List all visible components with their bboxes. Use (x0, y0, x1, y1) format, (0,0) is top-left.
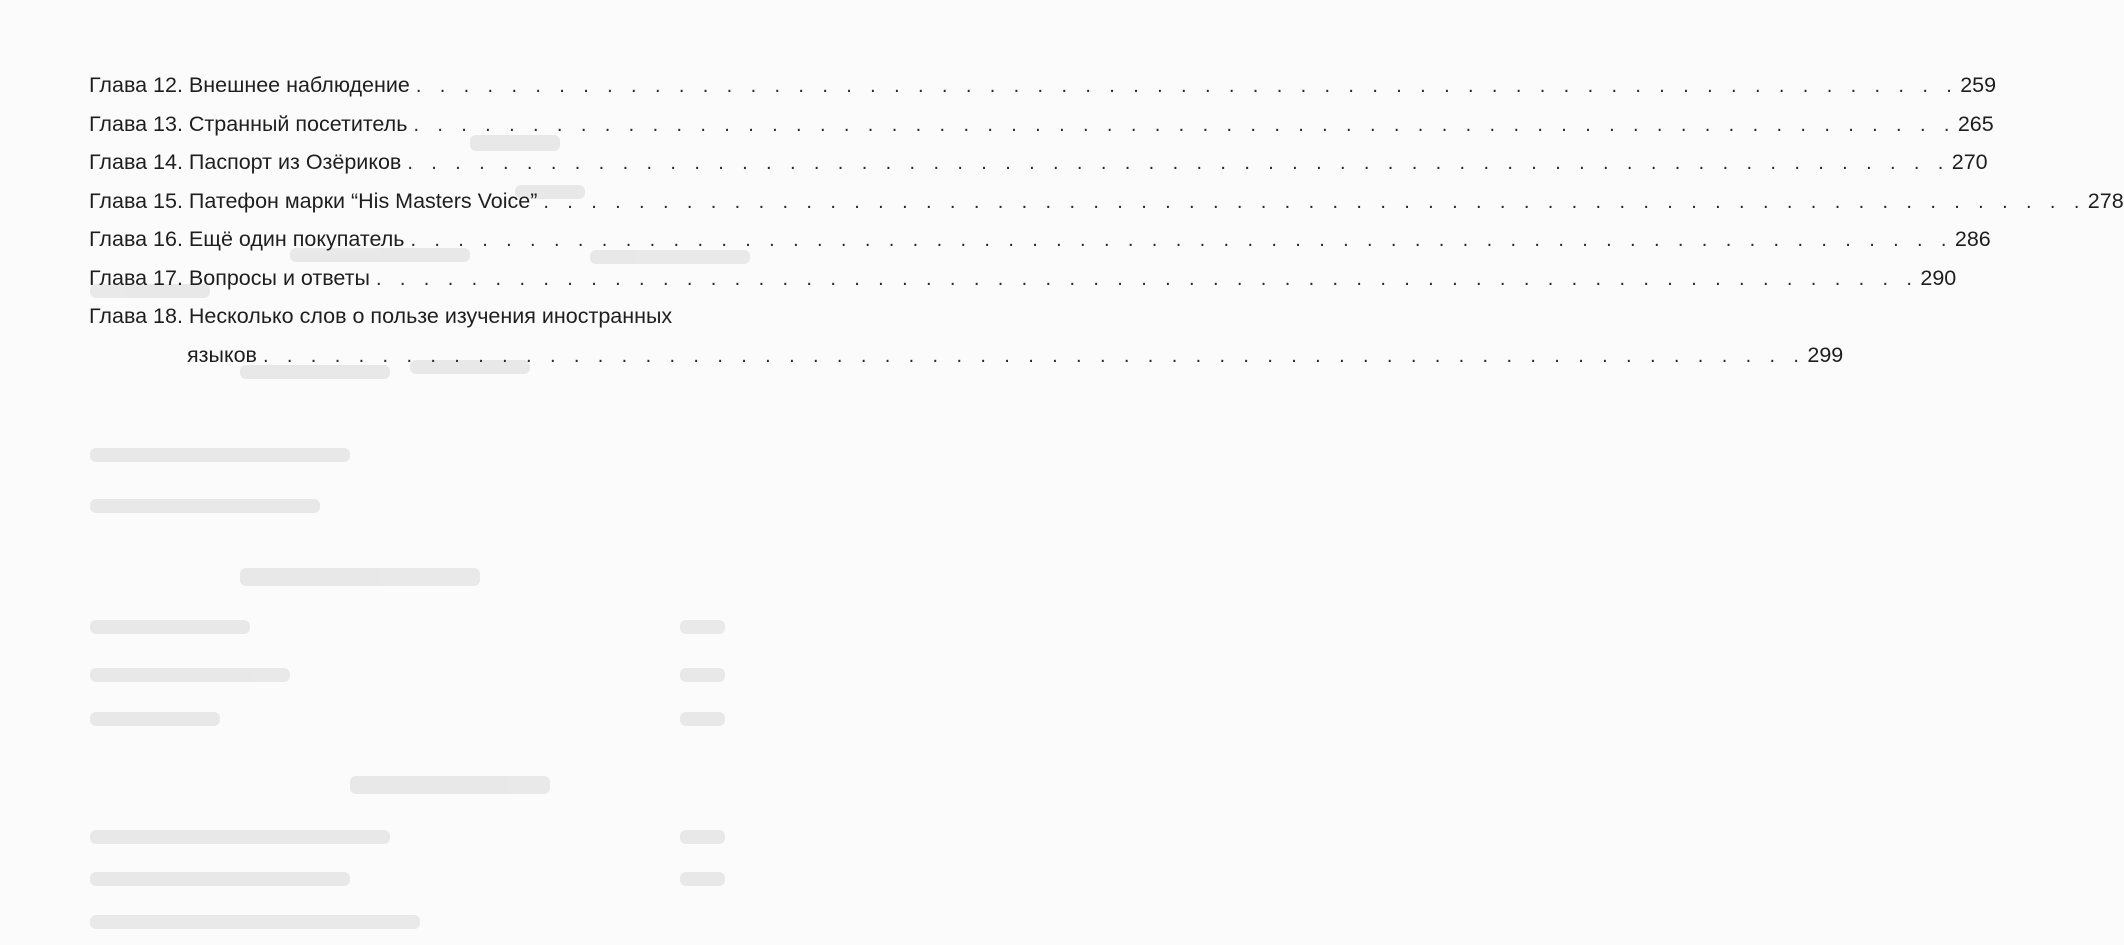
dot-leader: . . . . . . . . . . . . . . . . . . . . . . . . . . . . . . . . . . . . . . . . . . . . . . . . . . . . . . . . . . . . . . . . . (543, 190, 2086, 213)
toc-entry-title: Глава 16. Ещё один покупатель (89, 227, 405, 251)
dot-leader: . . . . . . . . . . . . . . . . . . . . . . . . . . . . . . . . . . . . . . . . . . . . . . . . . . . . . . . . . . . . . . . . . (262, 344, 1806, 367)
toc-entry-title: Глава 18. Несколько слов о пользе изучения иностранных (89, 304, 673, 328)
toc-entry-title: Глава 14. Паспорт из Озёриков (89, 150, 402, 174)
toc-entry-page-number: 265 (1957, 111, 1994, 136)
toc-entry-chapter-18-continuation[interactable] (89, 336, 1844, 375)
dot-leader: . . . . . . . . . . . . . . . . . . . . . . . . . . . . . . . . . . . . . . . . . . . . . . . . . . . . . . . . . . . . . . . . . (410, 229, 1953, 251)
toc-entry-page-number: 290 (1920, 265, 1957, 290)
dot-leader: . . . . . . . . . . . . . . . . . . . . . . . . . . . . . . . . . . . . . . . . . . . . . . . . . . . . . . . . . . . . . . . . . (407, 152, 1950, 174)
table-of-contents (89, 66, 2124, 374)
toc-entry-title-continuation: языков (187, 342, 257, 367)
toc-entry-title: Глава 13. Странный посетитель (89, 111, 408, 136)
toc-entry-chapter-17[interactable] (89, 259, 1957, 298)
toc-entry-title: Глава 17. Вопросы и ответы (89, 265, 370, 290)
toc-entry-chapter-18[interactable] (89, 297, 779, 336)
toc-entry-page-number: 259 (1960, 73, 1997, 97)
dot-leader: . . . . . . . . . . . . . . . . . . . . . . . . . . . . . . . . . . . . . . . . . . . . . . . . . . . . . . . . . . . . . . . . . (415, 75, 1959, 97)
toc-entry-title: Глава 15. Патефон марки “His Masters Voice” (89, 188, 538, 213)
toc-entry-chapter-12[interactable] (89, 66, 1997, 105)
dot-leader: . . . . . . . . . . . . . . . . . . . . . . . . . . . . . . . . . . . . . . . . . . . . . . . . . . . . . . . . . . . . . . . . . (413, 113, 1956, 136)
toc-entry-page-number: 286 (1954, 227, 1991, 251)
toc-entry-chapter-15[interactable] (89, 182, 2124, 221)
toc-entry-chapter-14[interactable] (89, 143, 1988, 182)
toc-entry-page-number: 299 (1807, 342, 1844, 367)
toc-entry-title: Глава 12. Внешнее наблюдение (89, 73, 410, 97)
dot-leader: . . . . . . . . . . . . . . . . . . . . . . . . . . . . . . . . . . . . . . . . . . . . . . . . . . . . . . . . . . . . . . . . . (375, 267, 1919, 290)
toc-entry-page-number: 278 (2087, 188, 2124, 213)
toc-entry-chapter-13[interactable] (89, 105, 1994, 144)
toc-entry-page-number: 270 (1951, 150, 1988, 174)
toc-entry-chapter-16[interactable] (89, 220, 1991, 259)
